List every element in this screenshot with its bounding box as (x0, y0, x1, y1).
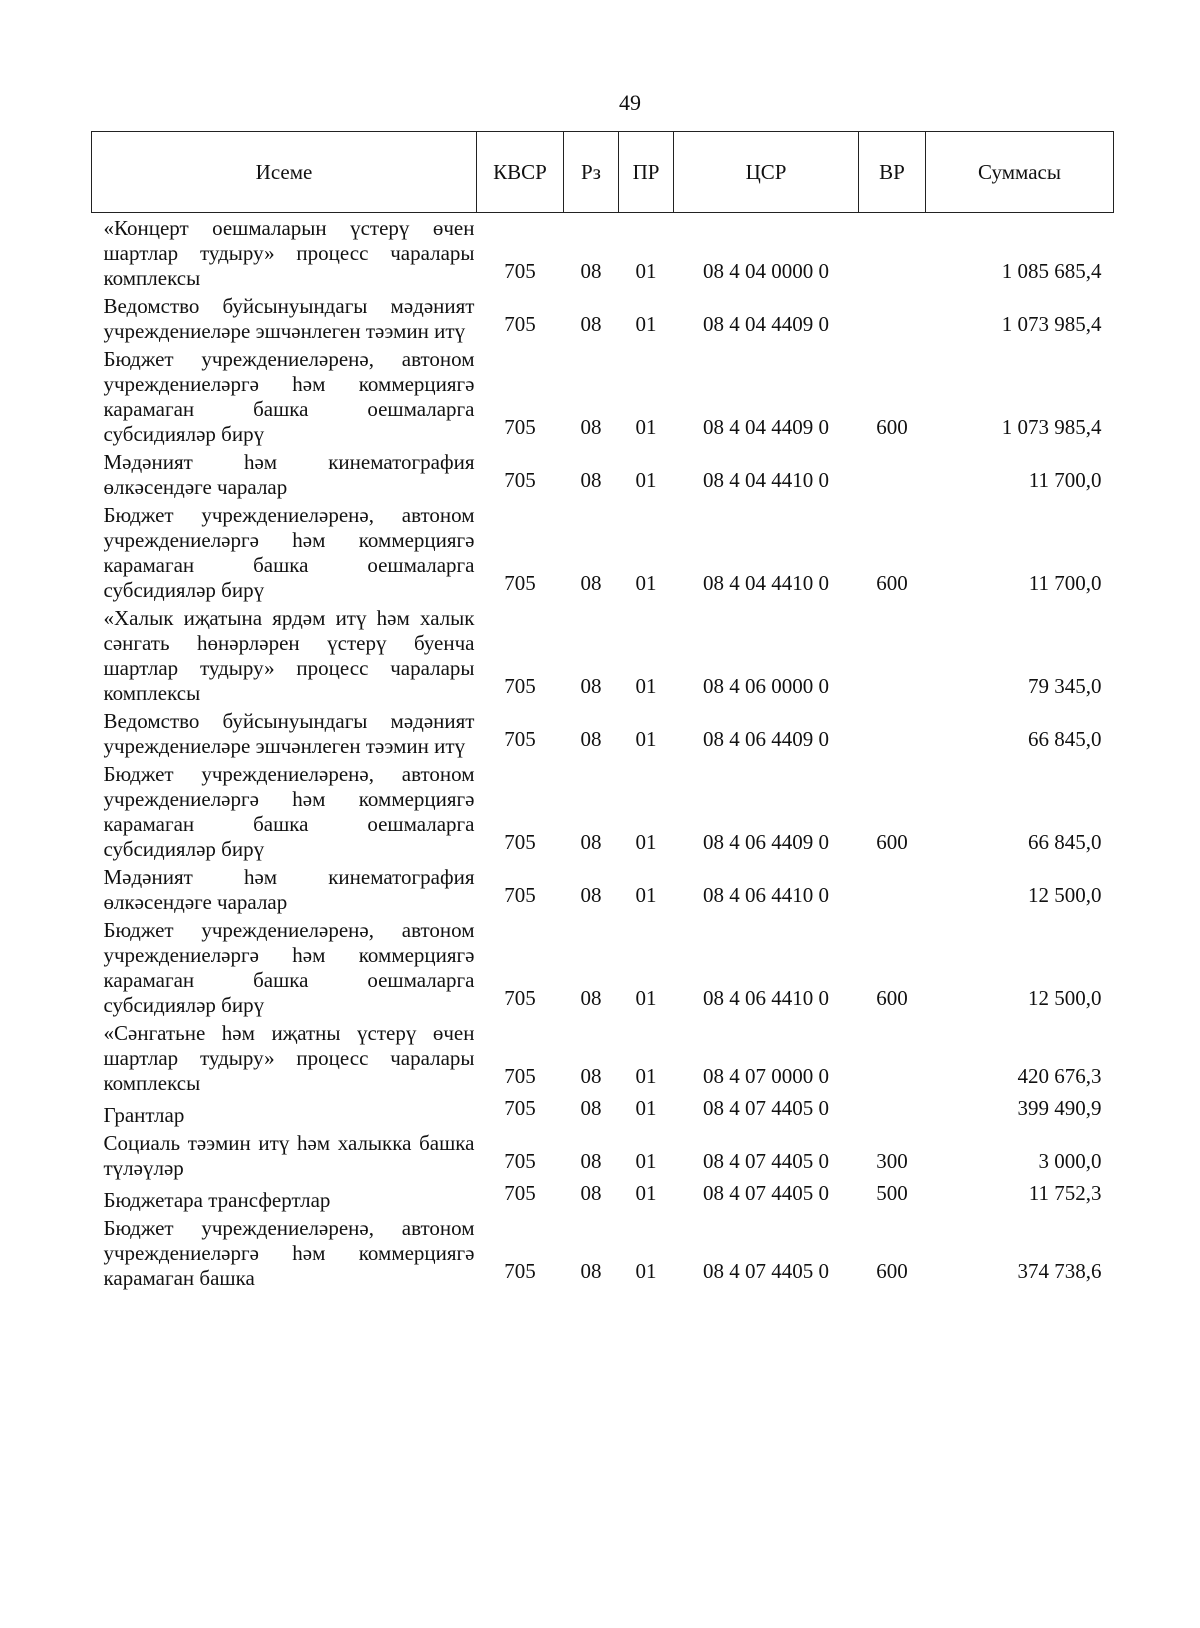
header-vr: ВР (859, 132, 926, 213)
cell-name: Мәдәният һәм кинематография өлкәсендәге чаралар (103, 450, 475, 499)
cell-csr: 08 4 07 4405 0 (703, 1259, 829, 1283)
cell-csr: 08 4 07 0000 0 (703, 1064, 829, 1088)
header-pr: ПР (619, 132, 674, 213)
cell-sum: 3 000,0 (1038, 1149, 1102, 1173)
cell-csr: 08 4 04 0000 0 (703, 259, 829, 283)
page-number: 49 (619, 90, 641, 115)
cell-rz: 08 (580, 986, 602, 1010)
cell-csr: 08 4 06 0000 0 (703, 674, 829, 698)
cell-rz: 08 (580, 883, 602, 907)
cell-csr: 08 4 07 4405 0 (703, 1149, 829, 1173)
cell-kvsr: 705 (504, 674, 536, 698)
cell-rz: 08 (580, 674, 602, 698)
cell-pr: 01 (635, 1181, 657, 1205)
cell-name: Бюджетара трансфертлар (103, 1188, 331, 1212)
cell-vr (859, 706, 926, 759)
cell-sum: 399 490,9 (1017, 1096, 1102, 1120)
cell-vr: 500 (876, 1181, 908, 1205)
cell-sum: 1 073 985,4 (1001, 415, 1102, 439)
cell-vr: 600 (876, 1259, 908, 1283)
cell-csr: 08 4 04 4409 0 (703, 312, 829, 336)
cell-csr: 08 4 06 4410 0 (703, 883, 829, 907)
cell-csr: 08 4 06 4409 0 (703, 727, 829, 751)
table-row (92, 1128, 1114, 1181)
cell-csr: 08 4 06 4410 0 (703, 986, 829, 1010)
cell-sum: 374 738,6 (1017, 1259, 1102, 1283)
cell-pr: 01 (635, 1149, 657, 1173)
cell-pr: 01 (635, 571, 657, 595)
cell-csr: 08 4 07 4405 0 (703, 1096, 829, 1120)
cell-pr: 01 (635, 415, 657, 439)
cell-rz: 08 (580, 1259, 602, 1283)
cell-vr (859, 213, 926, 292)
table-row (92, 759, 1114, 862)
table-row (92, 291, 1114, 344)
cell-pr: 01 (635, 259, 657, 283)
cell-rz: 08 (580, 259, 602, 283)
header-name: Исеме (92, 132, 477, 213)
table-header (92, 132, 1114, 213)
cell-name: Социаль тәэмин итү һәм халыкка башка түләүләр (103, 1131, 475, 1180)
cell-name: «Халык иҗатына ярдәм итү һәм халык сәнгать һөнәрләрен үстерү буенча шартлар тудыру» процесс чаралары комплексы (103, 606, 475, 705)
cell-pr: 01 (635, 830, 657, 854)
cell-sum: 12 500,0 (1028, 883, 1102, 907)
cell-vr (859, 862, 926, 915)
cell-csr: 08 4 04 4410 0 (703, 571, 829, 595)
cell-kvsr: 705 (504, 1149, 536, 1173)
budget-table (91, 131, 1114, 1291)
cell-kvsr: 705 (504, 1259, 536, 1283)
table-row (92, 447, 1114, 500)
cell-pr: 01 (635, 986, 657, 1010)
cell-kvsr: 705 (504, 883, 536, 907)
header-sum: Суммасы (926, 132, 1114, 213)
table-row (92, 500, 1114, 603)
cell-pr: 01 (635, 674, 657, 698)
cell-sum: 11 752,3 (1028, 1181, 1102, 1205)
table-row (92, 603, 1114, 706)
cell-rz: 08 (580, 571, 602, 595)
cell-name: Грантлар (103, 1103, 185, 1127)
cell-kvsr: 705 (504, 571, 536, 595)
table-row (92, 1096, 1114, 1128)
cell-pr: 01 (635, 312, 657, 336)
cell-sum: 420 676,3 (1017, 1064, 1102, 1088)
cell-rz: 08 (580, 830, 602, 854)
cell-sum: 1 085 685,4 (1001, 259, 1102, 283)
cell-rz: 08 (580, 1149, 602, 1173)
cell-name: «Концерт оешмаларын үстерү өчен шартлар тудыру» процесс чаралары комплексы (103, 216, 475, 290)
header-rz: Рз (564, 132, 619, 213)
cell-name: Бюджет учреждениеләренә, автоном учреждениеләргә һәм коммерциягә карамаган башка оешмаларга субсидияләр бирү (103, 762, 475, 861)
cell-kvsr: 705 (504, 830, 536, 854)
cell-name: Ведомство буйсынуындагы мәдәният учреждениеләре эшчәнлеген тәэмин итү (103, 709, 475, 758)
cell-kvsr: 705 (504, 312, 536, 336)
cell-kvsr: 705 (504, 727, 536, 751)
cell-vr (859, 1018, 926, 1096)
cell-kvsr: 705 (504, 415, 536, 439)
cell-kvsr: 705 (504, 1181, 536, 1205)
cell-rz: 08 (580, 312, 602, 336)
cell-name: Бюджет учреждениеләренә, автоном учреждениеләргә һәм коммерциягә карамаган башка (103, 1216, 475, 1290)
cell-vr (859, 603, 926, 706)
cell-kvsr: 705 (504, 986, 536, 1010)
cell-pr: 01 (635, 468, 657, 492)
cell-name: Мәдәният һәм кинематография өлкәсендәге чаралар (103, 865, 475, 914)
cell-vr: 600 (876, 571, 908, 595)
cell-csr: 08 4 04 4410 0 (703, 468, 829, 492)
cell-csr: 08 4 07 4405 0 (703, 1181, 829, 1205)
table-row (92, 862, 1114, 915)
table-row (92, 1181, 1114, 1213)
cell-vr: 600 (876, 986, 908, 1010)
cell-sum: 11 700,0 (1028, 571, 1102, 595)
cell-pr: 01 (635, 1259, 657, 1283)
table-row (92, 1213, 1114, 1291)
cell-rz: 08 (580, 727, 602, 751)
cell-name: Бюджет учреждениеләренә, автоном учреждениеләргә һәм коммерциягә карамаган башка оешмаларга субсидияләр бирү (103, 918, 475, 1017)
header-csr: ЦСР (674, 132, 859, 213)
cell-sum: 66 845,0 (1028, 830, 1102, 854)
header-kvsr: КВСР (477, 132, 564, 213)
cell-name: Бюджет учреждениеләренә, автоном учреждениеләргә һәм коммерциягә карамаган башка оешмаларга субсидияләр бирү (103, 347, 475, 446)
cell-kvsr: 705 (504, 259, 536, 283)
table-body (92, 213, 1114, 1292)
cell-sum: 12 500,0 (1028, 986, 1102, 1010)
table-row (92, 213, 1114, 292)
cell-csr: 08 4 06 4409 0 (703, 830, 829, 854)
cell-vr (859, 447, 926, 500)
cell-pr: 01 (635, 727, 657, 751)
cell-rz: 08 (580, 1064, 602, 1088)
cell-rz: 08 (580, 1181, 602, 1205)
cell-name: Бюджет учреждениеләренә, автоном учреждениеләргә һәм коммерциягә карамаган башка оешмаларга субсидияләр бирү (103, 503, 475, 602)
cell-vr (859, 1096, 926, 1128)
cell-name: Ведомство буйсынуындагы мәдәният учреждениеләре эшчәнлеген тәэмин итү (103, 294, 475, 343)
cell-csr: 08 4 04 4409 0 (703, 415, 829, 439)
cell-pr: 01 (635, 883, 657, 907)
cell-pr: 01 (635, 1064, 657, 1088)
cell-vr: 300 (876, 1149, 908, 1173)
table-row (92, 1018, 1114, 1096)
table-row (92, 706, 1114, 759)
cell-sum: 1 073 985,4 (1001, 312, 1102, 336)
cell-vr (859, 291, 926, 344)
cell-sum: 66 845,0 (1028, 727, 1102, 751)
cell-kvsr: 705 (504, 468, 536, 492)
cell-rz: 08 (580, 468, 602, 492)
cell-vr: 600 (876, 415, 908, 439)
cell-rz: 08 (580, 1096, 602, 1120)
cell-pr: 01 (635, 1096, 657, 1120)
table-row (92, 915, 1114, 1018)
cell-rz: 08 (580, 415, 602, 439)
table-row (92, 344, 1114, 447)
cell-kvsr: 705 (504, 1096, 536, 1120)
cell-kvsr: 705 (504, 1064, 536, 1088)
cell-sum: 11 700,0 (1028, 468, 1102, 492)
cell-name: «Сәнгатьне һәм иҗатны үстерү өчен шартлар тудыру» процесс чаралары комплексы (103, 1021, 475, 1095)
cell-vr: 600 (876, 830, 908, 854)
cell-sum: 79 345,0 (1028, 674, 1102, 698)
